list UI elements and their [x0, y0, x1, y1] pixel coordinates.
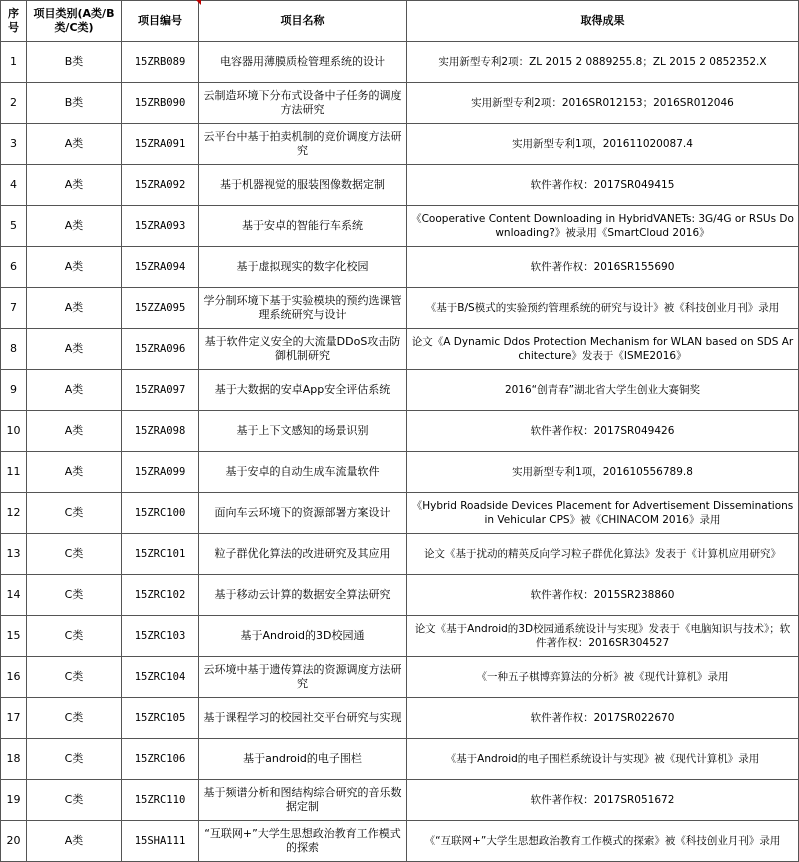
cell-code: 15ZRA092	[122, 165, 199, 206]
cell-code: 15ZRA098	[122, 411, 199, 452]
cell-category: A类	[27, 329, 122, 370]
cell-name: 基于Android的3D校园通	[199, 616, 407, 657]
cell-category: A类	[27, 124, 122, 165]
table-row	[1, 165, 799, 206]
cell-code: 15ZRC105	[122, 698, 199, 739]
table-row	[1, 42, 799, 83]
cell-category: A类	[27, 206, 122, 247]
table-row	[1, 493, 799, 534]
cell-code: 15ZRA096	[122, 329, 199, 370]
cell-name: 云平台中基于拍卖机制的竞价调度方法研究	[199, 124, 407, 165]
cell-result: 实用新型专利2项：ZL 2015 2 0889255.8；ZL 2015 2 0852352.X	[407, 42, 799, 83]
cell-code: 15ZRC103	[122, 616, 199, 657]
cell-seq: 1	[1, 42, 27, 83]
cell-code: 15SHA111	[122, 821, 199, 862]
cell-category: A类	[27, 821, 122, 862]
cell-name: 基于课程学习的校园社交平台研究与实现	[199, 698, 407, 739]
cell-code: 15ZRC102	[122, 575, 199, 616]
table-row	[1, 657, 799, 698]
cell-result: 软件著作权：2015SR238860	[407, 575, 799, 616]
cell-result: 论文《A Dynamic Ddos Protection Mechanism for WLAN based on SDS Architecture》发表于《ISME2016》	[407, 329, 799, 370]
cell-name: 云制造环境下分布式设备中子任务的调度方法研究	[199, 83, 407, 124]
cell-name: 基于机器视觉的服装图像数据定制	[199, 165, 407, 206]
table-row	[1, 452, 799, 493]
cell-name: 基于上下文感知的场景识别	[199, 411, 407, 452]
cell-seq: 5	[1, 206, 27, 247]
cell-seq: 14	[1, 575, 27, 616]
cell-seq: 12	[1, 493, 27, 534]
cell-name: “互联网+”大学生思想政治教育工作模式的探索	[199, 821, 407, 862]
cell-code: 15ZRC101	[122, 534, 199, 575]
cell-seq: 10	[1, 411, 27, 452]
cell-category: C类	[27, 780, 122, 821]
cell-result: 2016“创青春”湖北省大学生创业大赛铜奖	[407, 370, 799, 411]
table-row	[1, 575, 799, 616]
cell-seq: 3	[1, 124, 27, 165]
cell-name: 基于安卓的自动生成车流量软件	[199, 452, 407, 493]
cell-code: 15ZRC100	[122, 493, 199, 534]
cell-category: C类	[27, 698, 122, 739]
header-category: 项目类别(A类/B类/C类)	[27, 1, 122, 42]
cell-category: C类	[27, 575, 122, 616]
cell-name: 基于软件定义安全的大流量DDoS攻击防御机制研究	[199, 329, 407, 370]
table-row	[1, 329, 799, 370]
cell-category: A类	[27, 247, 122, 288]
cell-seq: 11	[1, 452, 27, 493]
table-row	[1, 247, 799, 288]
cell-name: 面向车云环境下的资源部署方案设计	[199, 493, 407, 534]
cell-seq: 15	[1, 616, 27, 657]
cell-name: 电容器用薄膜质检管理系统的设计	[199, 42, 407, 83]
cell-result: 实用新型专利2项：2016SR012153；2016SR012046	[407, 83, 799, 124]
table-body	[1, 42, 799, 862]
table-row	[1, 739, 799, 780]
cell-seq: 16	[1, 657, 27, 698]
table-row	[1, 780, 799, 821]
table-row	[1, 534, 799, 575]
cell-result: 《基于Android的电子围栏系统设计与实现》被《现代计算机》录用	[407, 739, 799, 780]
cell-category: C类	[27, 493, 122, 534]
cell-name: 基于虚拟现实的数字化校园	[199, 247, 407, 288]
cell-code: 15ZRC110	[122, 780, 199, 821]
cell-code: 15ZRA099	[122, 452, 199, 493]
cell-result: 《一种五子棋博弈算法的分析》被《现代计算机》录用	[407, 657, 799, 698]
cell-seq: 17	[1, 698, 27, 739]
table-row	[1, 206, 799, 247]
cell-category: A类	[27, 165, 122, 206]
cell-seq: 4	[1, 165, 27, 206]
table-row	[1, 698, 799, 739]
cell-category: C类	[27, 739, 122, 780]
header-result: 取得成果	[407, 1, 799, 42]
cell-name: 粒子群优化算法的改进研究及其应用	[199, 534, 407, 575]
cell-result: 论文《基于Android的3D校园通系统设计与实现》发表于《电脑知识与技术》；软件著作权：2016SR304527	[407, 616, 799, 657]
cell-category: C类	[27, 616, 122, 657]
cell-result: 软件著作权：2017SR051672	[407, 780, 799, 821]
cell-category: A类	[27, 370, 122, 411]
cell-result: 实用新型专利1项，201610556789.8	[407, 452, 799, 493]
cell-name: 基于频谱分析和图结构综合研究的音乐数据定制	[199, 780, 407, 821]
cell-category: C类	[27, 534, 122, 575]
cell-comment-marker	[196, 0, 201, 5]
table-row	[1, 370, 799, 411]
cell-category: C类	[27, 657, 122, 698]
cell-name: 学分制环境下基于实验模块的预约选课管理系统研究与设计	[199, 288, 407, 329]
cell-code: 15ZRC104	[122, 657, 199, 698]
header-name: 项目名称	[199, 1, 407, 42]
cell-code: 15ZRB089	[122, 42, 199, 83]
table-row	[1, 616, 799, 657]
cell-code: 15ZRA097	[122, 370, 199, 411]
cell-code: 15ZRA093	[122, 206, 199, 247]
cell-result: 软件著作权：2016SR155690	[407, 247, 799, 288]
cell-result: 软件著作权：2017SR049426	[407, 411, 799, 452]
cell-category: A类	[27, 452, 122, 493]
cell-category: A类	[27, 288, 122, 329]
table-row	[1, 821, 799, 862]
cell-result: 软件著作权：2017SR049415	[407, 165, 799, 206]
cell-name: 基于安卓的智能行车系统	[199, 206, 407, 247]
table-row	[1, 288, 799, 329]
cell-seq: 9	[1, 370, 27, 411]
table-row	[1, 124, 799, 165]
cell-result: 《“互联网+”大学生思想政治教育工作模式的探索》被《科技创业月刊》录用	[407, 821, 799, 862]
cell-seq: 7	[1, 288, 27, 329]
cell-code: 15ZZA095	[122, 288, 199, 329]
cell-result: 实用新型专利1项，201611020087.4	[407, 124, 799, 165]
cell-name: 基于大数据的安卓App安全评估系统	[199, 370, 407, 411]
cell-seq: 13	[1, 534, 27, 575]
cell-seq: 2	[1, 83, 27, 124]
cell-category: A类	[27, 411, 122, 452]
cell-code: 15ZRC106	[122, 739, 199, 780]
cell-result: 《Cooperative Content Downloading in HybridVANETs: 3G/4G or RSUs Downloading?》被录用《SmartCloud 2016》	[407, 206, 799, 247]
cell-category: B类	[27, 83, 122, 124]
header-code: 项目编号	[122, 1, 199, 42]
cell-result: 软件著作权：2017SR022670	[407, 698, 799, 739]
header-seq: 序号	[1, 1, 27, 42]
cell-result: 《Hybrid Roadside Devices Placement for Advertisement Disseminations in Vehicular CPS》被《CHINACOM 2016》录用	[407, 493, 799, 534]
cell-seq: 20	[1, 821, 27, 862]
cell-code: 15ZRA094	[122, 247, 199, 288]
cell-name: 基于移动云计算的数据安全算法研究	[199, 575, 407, 616]
header-row	[1, 1, 799, 42]
cell-seq: 8	[1, 329, 27, 370]
cell-code: 15ZRB090	[122, 83, 199, 124]
table-row	[1, 411, 799, 452]
cell-seq: 18	[1, 739, 27, 780]
cell-name: 云环境中基于遗传算法的资源调度方法研究	[199, 657, 407, 698]
cell-result: 论文《基于扰动的精英反向学习粒子群优化算法》发表于《计算机应用研究》	[407, 534, 799, 575]
table-row	[1, 83, 799, 124]
cell-name: 基于android的电子围栏	[199, 739, 407, 780]
cell-seq: 6	[1, 247, 27, 288]
cell-seq: 19	[1, 780, 27, 821]
cell-code: 15ZRA091	[122, 124, 199, 165]
cell-category: B类	[27, 42, 122, 83]
cell-result: 《基于B/S模式的实验预约管理系统的研究与设计》被《科技创业月刊》录用	[407, 288, 799, 329]
